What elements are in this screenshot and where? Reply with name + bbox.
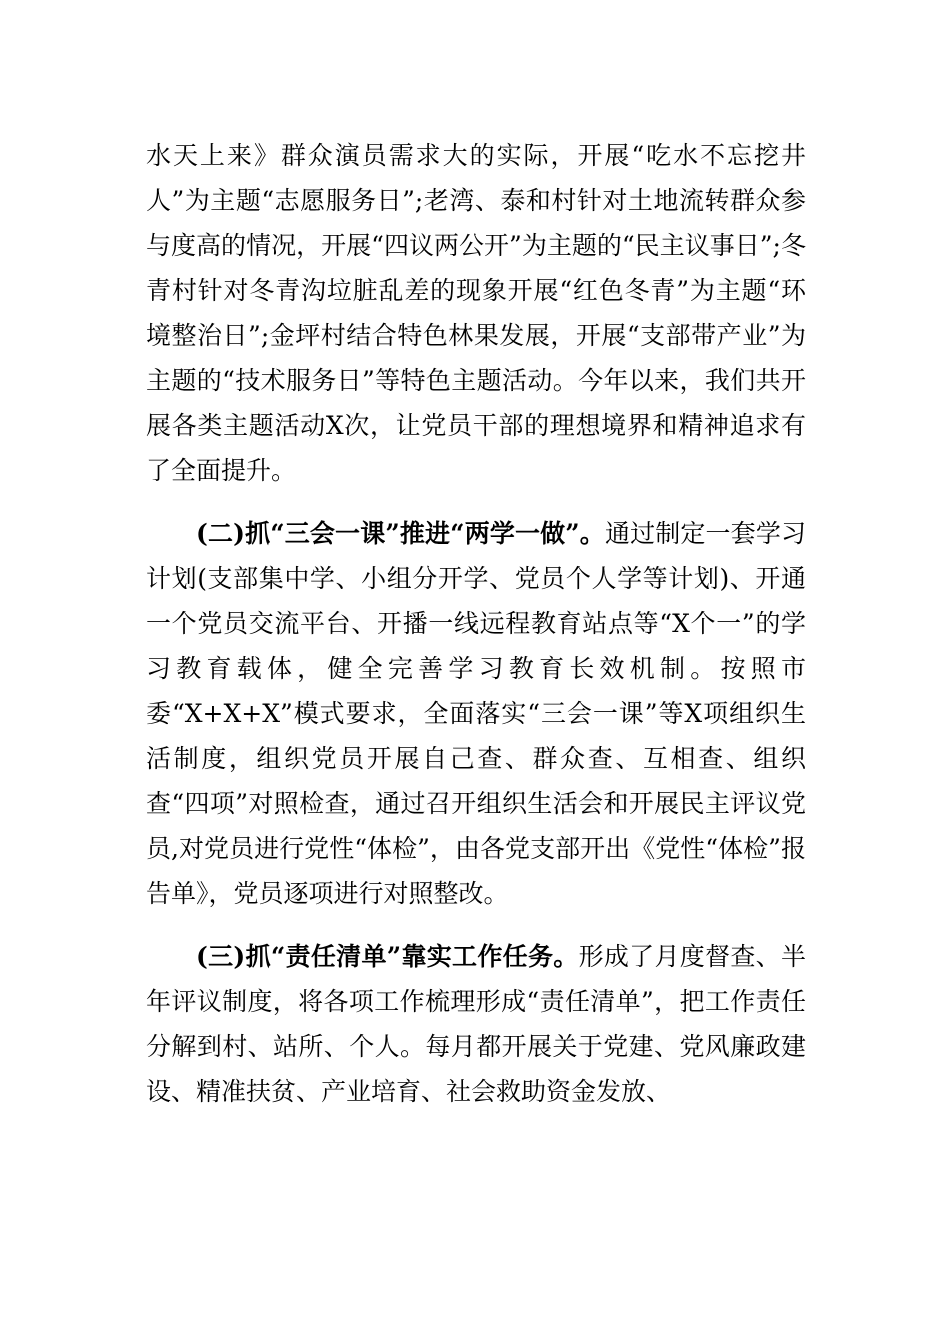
paragraph-body: 形成了月度督查、半年评议制度，将各项工作梳理形成“责任清单”，把工作责任分解到村、站所、个人。每月都开展关于党建、党风廉政建设、精准扶贫、产业培育、社会救助资金发放、	[146, 942, 806, 1106]
section-heading: (二)抓“三会一课”推进“两学一做”。	[196, 519, 605, 548]
paragraph-body: 水天上来》群众演员需求大的实际，开展“吃水不忘挖井人”为主题“志愿服务日”;老湾、泰和村针对土地流转群众参与度高的情况，开展“四议两公开”为主题的“民主议事日”;冬青村针对冬青沟垃脏乱差的现象开展“红色冬青”为主题“环境整治日”;金坪村结合特色林果发展，开展“支部带产业”为主题的“技术服务日”等特色主题活动。今年以来，我们共开展各类主题活动X次，让党员干部的理想境界和精神追求有了全面提升。	[146, 141, 806, 485]
paragraph-section-three	[146, 934, 806, 1114]
paragraph-body: 通过制定一套学习计划(支部集中学、小组分开学、党员个人学等计划)、开通一个党员交流平台、开播一线远程教育站点等“X个一”的学习教育载体，健全完善学习教育长效机制。按照市委“X+X+X”模式要求，全面落实“三会一课”等X项组织生活制度，组织党员开展自己查、群众查、互相查、组织查“四项”对照检查，通过召开组织生活会和开展民主评议党员,对党员进行党性“体检”，由各党支部开出《党性“体检”报告单》，党员逐项进行对照整改。	[146, 519, 806, 908]
paragraph-continuation	[146, 133, 806, 493]
document-page	[146, 133, 806, 1114]
section-heading: (三)抓“责任清单”靠实工作任务。	[196, 942, 579, 971]
paragraph-section-two	[146, 511, 806, 916]
